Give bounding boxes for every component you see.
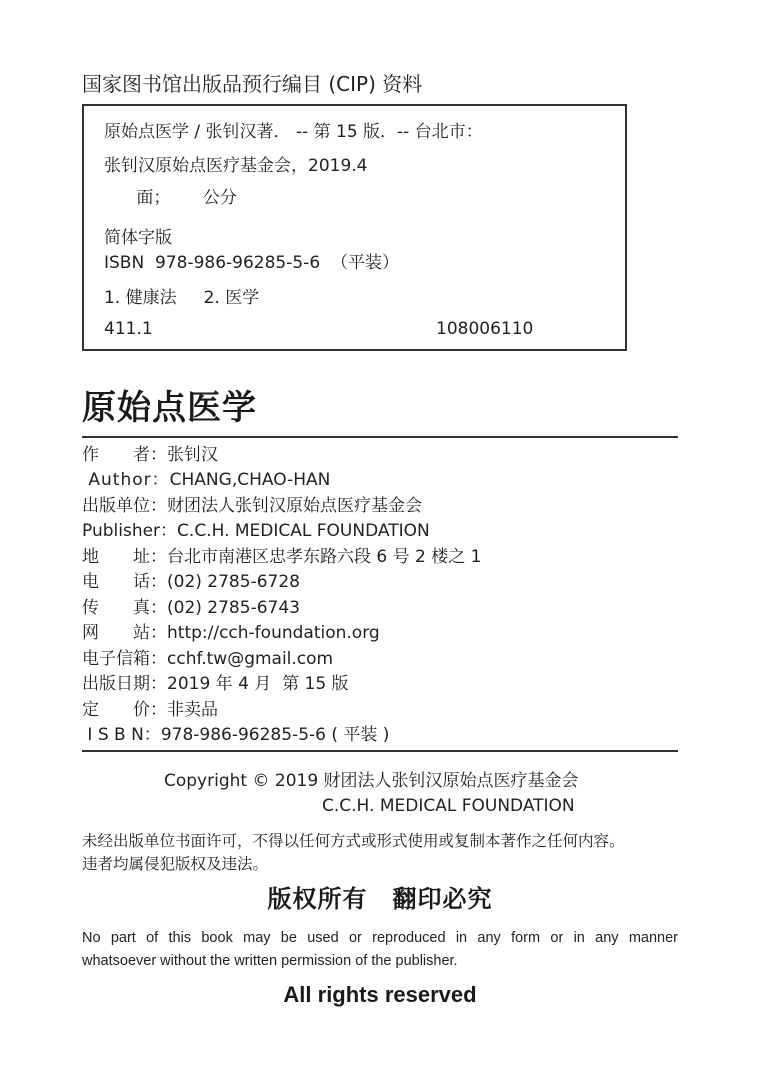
info-label: Author： <box>82 470 170 490</box>
info-label: I S B N： <box>82 725 161 745</box>
cip-class-number: 411.1 <box>104 319 153 339</box>
cip-line-pages: 面； 公分 <box>104 188 237 208</box>
info-label: Publisher： <box>82 521 178 541</box>
rights-reserved-en: All rights reserved <box>283 982 477 1007</box>
notice-en-line1: No part of this book may be used or reproduced in any form or in any manner <box>82 930 678 946</box>
info-label: 电子信箱： <box>82 649 167 669</box>
info-label: 出版单位： <box>82 496 167 516</box>
info-label: 出版日期： <box>82 674 167 694</box>
cip-record-box <box>82 104 627 351</box>
info-value: CHANG,CHAO-HAN <box>169 470 331 490</box>
book-title: 原始点医学 <box>82 388 257 428</box>
divider-bottom <box>82 750 678 752</box>
info-label: 网 站： <box>82 623 167 643</box>
info-row-address <box>82 545 481 569</box>
cip-line-title: 原始点医学 / 张钊汉著． -- 第 15 版．-- 台北市： <box>104 122 483 142</box>
cip-line-publisher: 张钊汉原始点医疗基金会，2019.4 <box>104 156 368 176</box>
notice-cn-line1: 未经出版单位书面许可，不得以任何方式或形式使用或复制本著作之任何内容。 <box>82 832 625 850</box>
info-row-email <box>82 647 333 671</box>
info-label: 地 址： <box>82 547 167 567</box>
info-value: 非卖品 <box>167 700 218 720</box>
notice-en-line2: whatsoever without the written permission of the publisher. <box>82 953 458 969</box>
info-row-isbn <box>82 723 389 747</box>
cip-line-edition: 简体字版 <box>104 228 172 248</box>
info-row-price <box>82 698 218 722</box>
info-value: 台北市南港区忠孝东路六段 6 号 2 楼之 1 <box>167 547 482 567</box>
website-link[interactable]: http://cch-foundation.org <box>167 623 380 643</box>
copyright-line: Copyright © 2019 财团法人张钊汉原始点医疗基金会 <box>164 771 579 791</box>
info-value: (02) 2785-6743 <box>167 598 300 618</box>
info-label: 定 价： <box>82 700 167 720</box>
cip-record-number: 108006110 <box>436 319 534 339</box>
info-row-date <box>82 672 349 696</box>
info-label: 电 话： <box>82 572 167 592</box>
divider-top <box>82 436 678 438</box>
info-label: 传 真： <box>82 598 167 618</box>
info-row-publisher-cn <box>82 494 422 518</box>
info-row-fax <box>82 596 300 620</box>
copyright-foundation: C.C.H. MEDICAL FOUNDATION <box>322 796 575 816</box>
info-label: 作 者： <box>82 445 167 465</box>
info-row-author-en <box>82 468 330 492</box>
info-value: C.C.H. MEDICAL FOUNDATION <box>177 521 430 541</box>
notice-cn-line2: 违者均属侵犯版权及违法。 <box>82 855 269 873</box>
info-value: 2019 年 4 月 第 15 版 <box>167 674 349 694</box>
info-row-author-cn <box>82 443 218 467</box>
info-row-phone <box>82 570 300 594</box>
cip-line-isbn: ISBN 978-986-96285-5-6 （平装） <box>104 253 399 273</box>
cip-line-subjects: 1. 健康法 2. 医学 <box>104 288 260 308</box>
info-value: (02) 2785-6728 <box>167 572 300 592</box>
info-row-publisher-en <box>82 519 430 543</box>
rights-reserved-cn: 版权所有 翻印必究 <box>267 885 493 913</box>
cip-heading: 国家图书馆出版品预行编目 (CIP) 资料 <box>82 72 423 96</box>
info-value: 张钊汉 <box>167 445 218 465</box>
email-link[interactable]: cchf.tw@gmail.com <box>167 649 334 669</box>
info-value: 财团法人张钊汉原始点医疗基金会 <box>167 496 422 516</box>
info-value: 978-986-96285-5-6 ( 平装 ) <box>160 725 390 745</box>
info-row-website <box>82 621 380 645</box>
